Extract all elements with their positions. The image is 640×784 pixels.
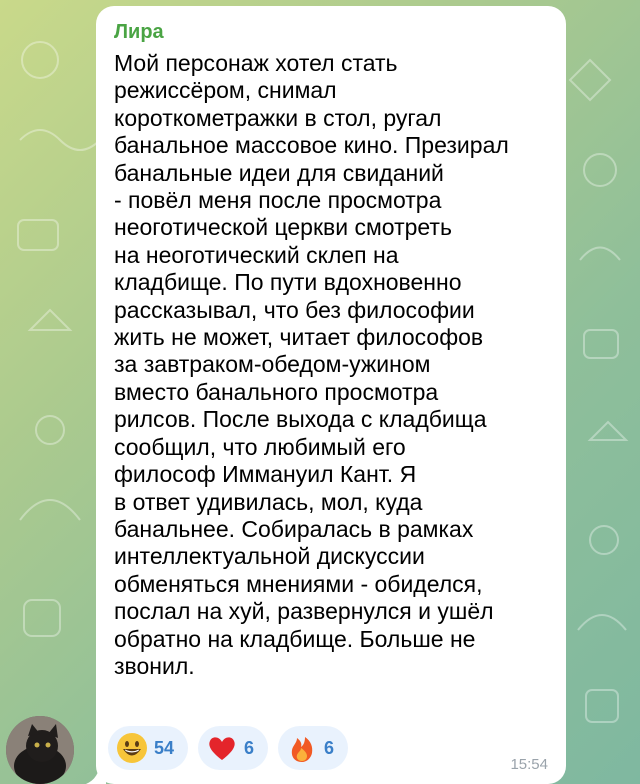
message-bubble[interactable] bbox=[96, 6, 566, 784]
message-text: Мой персонаж хотел стать режиссёром, снимал короткометражки в стол, ругал банальное массовое кино. Презирал банальные идеи для свиданий - повёл меня после просмотра неоготической церкви смотреть на неоготический склеп на кладбище. По пути вдохновенно рассказывал, что без философии жить не может, читает философов за завтраком-обедом-ужином вместо банального просмотра рилсов. После выхода с кладбища сообщил, что любимый его философ Иммануил Кант. Я в ответ удивилась, мол, куда банальнее. Собиралась в рамках интеллектуальной дискуссии обменяться мнениями - обиделся, послал на хуй, развернулся и ушёл обратно на кладбище. Больше не звонил. bbox=[114, 50, 509, 679]
message-time: 15:54 bbox=[510, 756, 548, 773]
reaction-count: 6 bbox=[244, 737, 255, 758]
reaction-count: 6 bbox=[324, 737, 335, 758]
sender-name[interactable]: Лира bbox=[114, 21, 164, 43]
grinning-face-icon bbox=[116, 732, 148, 764]
reaction-grinning[interactable] bbox=[108, 726, 188, 770]
fire-icon bbox=[286, 732, 318, 764]
red-heart-icon bbox=[206, 732, 238, 764]
reaction-count: 54 bbox=[154, 737, 175, 758]
reaction-fire[interactable] bbox=[278, 726, 348, 770]
reactions-bar bbox=[108, 726, 348, 770]
sender-avatar[interactable] bbox=[6, 716, 74, 784]
black-cat-avatar-icon bbox=[6, 716, 74, 784]
reaction-heart[interactable] bbox=[198, 726, 268, 770]
